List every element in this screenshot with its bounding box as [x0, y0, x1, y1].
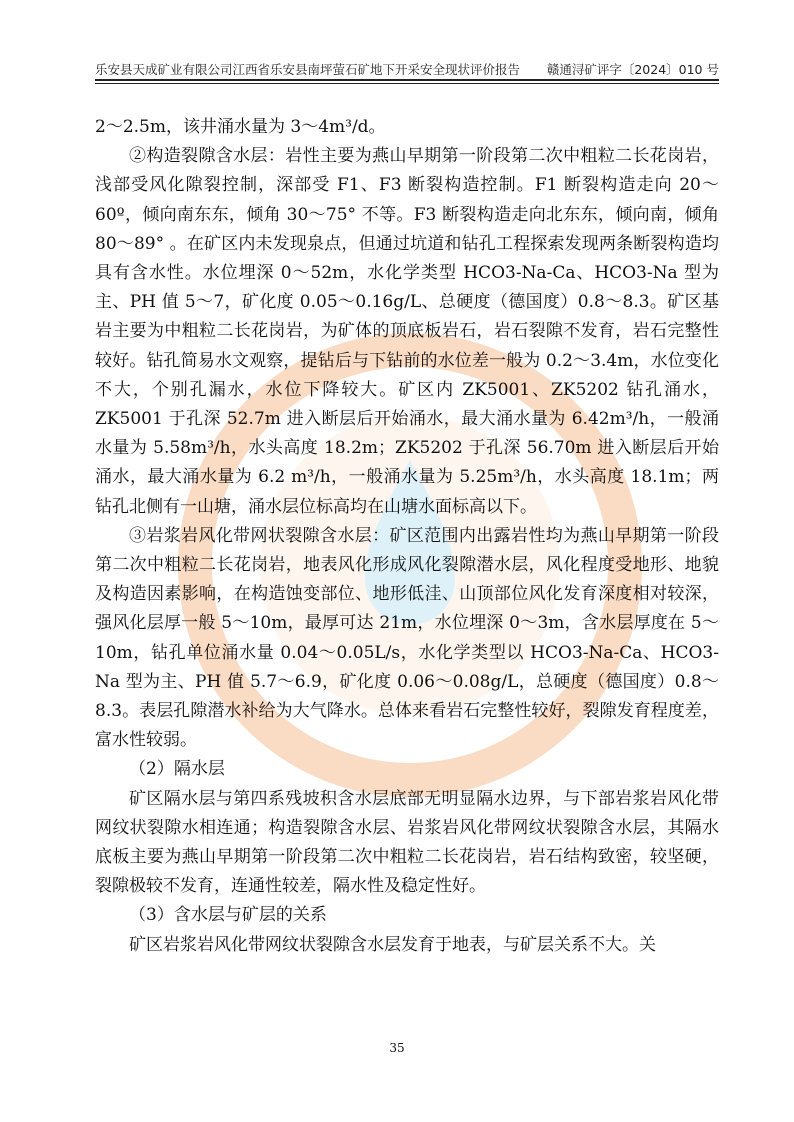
paragraph-aquifer-ore-relation: 矿区岩浆岩风化带网纹状裂隙含水层发育于地表，与矿层关系不大。关 [129, 934, 656, 955]
header-report-title: 乐安县天成矿业有限公司江西省乐安县南坪萤石矿地下开采安全现状评价报告 [95, 62, 521, 77]
header-rule-thick [95, 79, 719, 81]
page-header [95, 56, 719, 78]
page-number: 35 [389, 1041, 405, 1055]
paragraph-weathering-zone-aquifer: ③岩浆岩风化带网状裂隙含水层：矿区范围内出露岩性均为燕山早期第一阶段第二次中粗粒二长花岗岩，地表风化形成风化裂隙潜水层，风化程度受地形、地貌及构造因素影响，在构造蚀变部位、地形低洼、山顶部位风化发育深度相对较深，强风化层厚一般 5～10m，最厚可达 21m，水位埋深 0～3m，含水层厚度在 5～10m，钻孔单位涌水量 0.04～0.05L/s，水化学类型以 HCO3-Na-Ca、HCO3-Na 型为主、PH 值 5.7～6.9，矿化度 0.06～0.08g/L，总硬度（德国度）0.8～8.3。表层孔隙潜水补给为大气降水。总体来看岩石完整性较好，裂隙发育程度差，富水性较弱。 [95, 525, 719, 751]
paragraph-structural-fissure-aquifer: ②构造裂隙含水层：岩性主要为燕山早期第一阶段第二次中粗粒二长花岗岩，浅部受风化隙裂控制，深部受 F1、F3 断裂构造控制。F1 断裂构造走向 20～60º，倾向南东东，倾角 30～75° 不等。F3 断裂构造走向北东东，倾向南，倾角 80～89° 。在矿区内未发现泉点，但通过坑道和钻孔工程探索发现两条断裂构造均具有含水性。水位埋深 0～52m，水化学类型 HCO3-Na-Ca、HCO3-Na 型为主、PH 值 5～7，矿化度 0.05～0.16g/L、总硬度（德国度）0.8～8.3。矿区基岩主要为中粗粒二长花岗岩，为矿体的顶底板岩石，岩石裂隙不发育，岩石完整性较好。钻孔简易水文观察，提钻后与下钻前的水位差一般为 0.2～3.4m，水位变化不大，个别孔漏水，水位下降较大。矿区内 ZK5001、ZK5202 钻孔涌水，ZK5001 于孔深 52.7m 进入断层后开始涌水，最大涌水量为 6.42m³/h，一般涌水量为 5.58m³/h，水头高度 18.2m；ZK5202 于孔深 56.70m 进入断层后开始涌水，最大涌水量为 6.2 m³/h，一般涌水量为 5.25m³/h，水头高度 18.1m；两钻孔北侧有一山塘，涌水层位标高均在山塘水面标高以下。 [95, 146, 719, 517]
header-document-number: 赣通浔矿评字〔2024〕010 号 [546, 62, 719, 77]
header-rule-thin [95, 83, 719, 84]
paragraph-continuation: 2～2.5m，该井涌水量为 3～4m³/d。 [95, 117, 386, 137]
section-heading-aquiclude: （2）隔水层 [129, 759, 225, 780]
document-body [95, 113, 719, 960]
paragraph-aquiclude: 矿区隔水层与第四系残坡积含水层底部无明显隔水边界，与下部岩浆岩风化带网纹状裂隙水相连通；构造裂隙含水层、岩浆岩风化带网纹状裂隙含水层，其隔水底板主要为燕山早期第一阶段第二次中粗粒二长花岗岩，岩石结构致密，较坚硬，裂隙极较不发育，连通性较差，隔水性及稳定性好。 [95, 788, 719, 897]
section-heading-aquifer-ore-relation: （3）含水层与矿层的关系 [129, 905, 327, 926]
